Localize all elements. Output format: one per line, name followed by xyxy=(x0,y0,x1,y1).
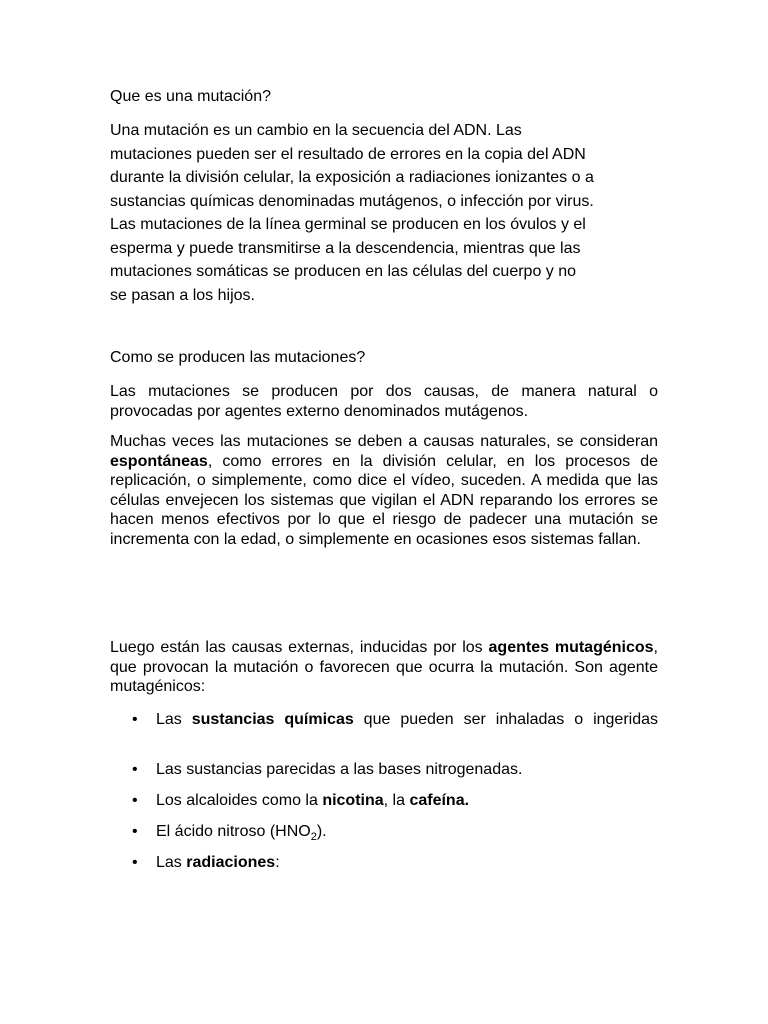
bullet-icon: • xyxy=(132,711,138,728)
heading-como-se-producen: Como se producen las mutaciones? xyxy=(110,349,366,366)
paragraph-line: Una mutación es un cambio en la secuencia del ADN. Las xyxy=(110,122,522,139)
list-item: • El ácido nitroso $(HNO_2)$. xyxy=(132,823,327,844)
bullet-icon: • xyxy=(132,761,138,778)
heading-que-es-mutacion: Que es una mutación? xyxy=(110,88,271,105)
paragraph-line: mutaciones pueden ser el resultado de errores en la copia del ADN xyxy=(110,145,586,163)
list-item: • Las sustancias químicas que pueden ser inhaladas o ingeridas xyxy=(132,711,659,728)
paragraph-line: mutaciones somáticas se producen en las células del cuerpo y no xyxy=(110,263,577,280)
paragraph-causas: Las mutaciones se producen por dos causas, de manera natural o provocadas por agentes externo denominados mutágenos. xyxy=(110,383,658,420)
bullet-icon: • xyxy=(132,823,138,840)
bullet-icon: • xyxy=(132,854,138,871)
paragraph-line: se pasan a los hijos. xyxy=(110,286,255,304)
paragraph-causas-naturales: Muchas veces las mutaciones se deben a causas naturales, se consideran espontáneas, como errores en la división celular, en los procesos de replicación, o simplemente, como dice el vídeo, suceden. A medida que las células envejecen los sistemas que vigilan el ADN reparando los errores se hacen menos efectivos por lo que el riesgo de padecer una mutación se incrementa con la edad, o simplemente en ocasiones esos sistemas fallan. xyxy=(110,433,658,548)
paragraph-line: sustancias químicas denominadas mutágenos, o infección por virus. xyxy=(110,192,594,210)
paragraph-causas-externas: Luego están las causas externas, inducidas por los agentes mutagénicos, que provocan la mutación o favorecen que ocurra la mutación. Son agente mutagénicos: xyxy=(110,639,658,695)
paragraph-line: durante la división celular, la exposición a radiaciones ionizantes o a xyxy=(110,169,594,186)
bullet-icon: • xyxy=(132,792,138,809)
list-item: • Los alcaloides como la nicotina, la cafeína. xyxy=(132,792,470,809)
bold-agentes-mutagenicos: agentes mutagénicos xyxy=(488,639,654,656)
paragraph-definicion xyxy=(110,119,658,307)
bold-espontaneas: espontáneas xyxy=(110,452,208,470)
list-item: • Las radiaciones: xyxy=(132,854,280,871)
paragraph-line: esperma y puede transmitirse a la descendencia, mientras que las xyxy=(110,239,581,257)
list-item: • Las sustancias parecidas a las bases nitrogenadas. xyxy=(132,761,523,778)
paragraph-line: Las mutaciones de la línea germinal se producen en los óvulos y el xyxy=(110,216,586,233)
